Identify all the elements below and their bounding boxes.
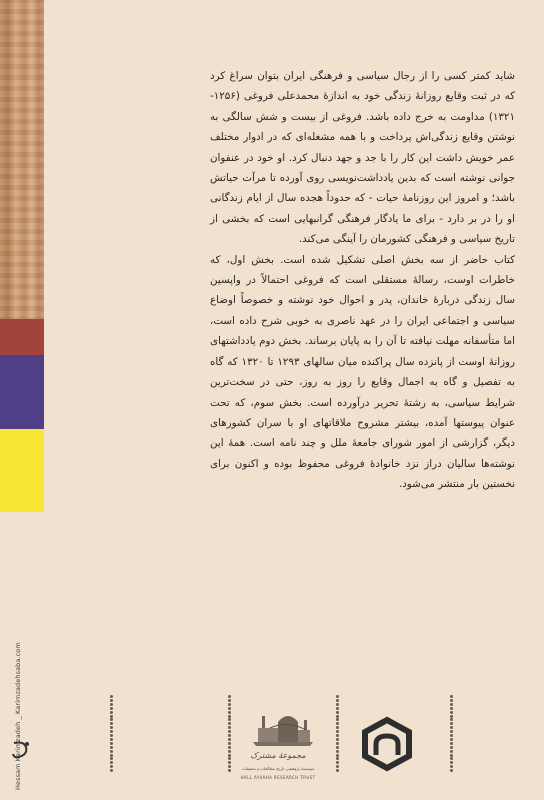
spine-yellow-band bbox=[0, 429, 44, 512]
divider-dot bbox=[228, 711, 231, 714]
divider-dot bbox=[336, 718, 339, 721]
spine-purple-band bbox=[0, 355, 44, 429]
paragraph-structure: کتاب حاضر از سه بخش اصلی تشکیل شده است. بخش اول، که خاطرات اوست، رسالهٔ مستقلی است که فروغی احتمالاً در واپسین سال زندگی دربارهٔ خاندان، پدر و احوال خود نوشته و خصوصاً اوضاع سیاسی و اجتماعی ایران را در عهد ناصری به خوبی شرح داده است، اما متأسفانه مهلت نیافته تا آن را به پایان برساند. بخش دوم یادداشتهای روزانهٔ اوست از پانزده سال پراکنده میان سالهای ۱۲۹۳ تا ۱۳۲۰ که گاه به تفصیل و گاه به اجمال وقایع را روز به روز، حتی در سخت‌ترین شرایط سیاسی، به رشتهٔ تحریر درآورده است. بخش سوم، که تحت عنوان پیوستها آمده، بیشتر مشروح ملاقاتهای او با سران کشورهای دیگر، گزارشی از امور شورای جامعهٔ ملل و چند نامه است. همهٔ این نوشته‌ها سالیان دراز نزد خانوادهٔ فروغی محفوظ بوده و اکنون برای نخستین بار منتشر می‌شود. bbox=[210, 253, 515, 491]
divider-dot bbox=[110, 715, 113, 718]
divider-dot bbox=[336, 761, 339, 764]
imprint-english: HALL AYVAHA RESEARCH TRUST bbox=[240, 775, 316, 780]
divider-dot bbox=[336, 722, 339, 725]
divider-dot bbox=[228, 695, 231, 698]
imprint-subtitle: موسسهٔ پژوهشی تاریخ مطالعات و تحقیقات bbox=[241, 766, 315, 771]
divider-dot bbox=[110, 711, 113, 714]
divider-dot bbox=[110, 707, 113, 710]
divider-dot bbox=[110, 765, 113, 768]
spine-strip bbox=[0, 0, 44, 800]
divider-dot bbox=[336, 754, 339, 757]
divider-dot bbox=[336, 703, 339, 706]
divider-dot bbox=[450, 750, 453, 753]
divider-dot bbox=[336, 746, 339, 749]
publisher-hexagon-icon bbox=[359, 716, 415, 772]
divider-dot bbox=[450, 734, 453, 737]
divider-dot bbox=[228, 734, 231, 737]
spine-red-band bbox=[0, 319, 44, 355]
divider-dot bbox=[110, 722, 113, 725]
divider-dot bbox=[450, 722, 453, 725]
divider-dot bbox=[450, 699, 453, 702]
divider-dot bbox=[450, 761, 453, 764]
divider-dot bbox=[110, 746, 113, 749]
mosque-illustration-icon bbox=[248, 702, 318, 750]
divider-dot bbox=[110, 738, 113, 741]
divider-dot bbox=[228, 718, 231, 721]
divider-dot bbox=[110, 730, 113, 733]
divider-dot bbox=[450, 742, 453, 745]
divider-dot bbox=[228, 722, 231, 725]
divider-dot bbox=[110, 761, 113, 764]
divider-dot bbox=[336, 765, 339, 768]
divider-dot bbox=[228, 738, 231, 741]
divider-dot bbox=[336, 699, 339, 702]
divider-dot bbox=[228, 742, 231, 745]
divider-dot bbox=[110, 750, 113, 753]
divider-dot bbox=[336, 769, 339, 772]
divider-dot bbox=[110, 703, 113, 706]
divider-dot bbox=[450, 754, 453, 757]
divider-dot bbox=[450, 746, 453, 749]
divider-dot bbox=[450, 765, 453, 768]
divider-dot bbox=[336, 715, 339, 718]
divider-dot bbox=[110, 718, 113, 721]
divider-dot bbox=[110, 726, 113, 729]
divider-dot bbox=[336, 757, 339, 760]
divider-dot bbox=[450, 711, 453, 714]
divider-dot bbox=[450, 718, 453, 721]
divider-dot bbox=[450, 695, 453, 698]
divider-dot bbox=[336, 695, 339, 698]
divider-dot bbox=[228, 715, 231, 718]
divider-dot bbox=[228, 726, 231, 729]
divider-dot bbox=[228, 699, 231, 702]
divider-dot bbox=[228, 703, 231, 706]
description-text bbox=[210, 66, 515, 495]
divider-dot bbox=[336, 750, 339, 753]
divider-dot bbox=[450, 707, 453, 710]
divider-dot bbox=[336, 707, 339, 710]
divider-dot bbox=[450, 730, 453, 733]
divider-dot bbox=[450, 715, 453, 718]
divider-dot bbox=[336, 726, 339, 729]
divider-dot bbox=[228, 707, 231, 710]
divider-dot bbox=[336, 734, 339, 737]
divider-dot bbox=[228, 730, 231, 733]
divider-dot bbox=[450, 703, 453, 706]
divider-dot bbox=[450, 726, 453, 729]
divider-dot bbox=[450, 757, 453, 760]
divider-dot bbox=[110, 769, 113, 772]
divider-dot bbox=[336, 711, 339, 714]
divider-dot bbox=[110, 695, 113, 698]
spine-vertical-text: Hessam Karimzadeh _ Karimzadehsaba.com bbox=[14, 642, 22, 790]
divider-dot bbox=[110, 734, 113, 737]
divider-dot bbox=[336, 738, 339, 741]
divider-dot bbox=[450, 738, 453, 741]
divider-dot bbox=[336, 742, 339, 745]
divider-dot bbox=[450, 769, 453, 772]
divider-dot bbox=[110, 699, 113, 702]
spine-wood-texture bbox=[0, 0, 44, 319]
publisher-mark-icon bbox=[6, 735, 36, 765]
divider-dot bbox=[110, 754, 113, 757]
divider-dot bbox=[110, 742, 113, 745]
divider-dot bbox=[110, 757, 113, 760]
paragraph-intro: شاید کمتر کسی را از رجال سیاسی و فرهنگی ایران بتوان سراغ کرد که در ثبت وقایع روزانهٔ زندگی خود به اندازهٔ محمدعلی فروغی (۱۲۵۶- ۱۳۲۱) مداومت به خرج داده باشد. فروغی از بیست و شش سالگی به نوشتن وقایع زندگی‌اش پرداخت و با همه مشغله‌ای که در ادوار مختلف عمر خویش داشت این کار را با جد و جهد دنبال کرد. او خود در عنفوان جوانی نوشته است که بدین یادداشت‌نویسی روی آورده تا مرآت حیاتش باشد؛ و امروز این روزنامهٔ حیات - که حدوداً هجده سال از ایام زندگانی او را در بر دارد - برای ما یادگار فرهنگی گرانبهایی است که بخشی از تاریخ سیاسی و فرهنگی کشورمان را آینگی می‌کند. bbox=[210, 70, 515, 246]
imprint-title: مجموعهٔ مشترک bbox=[250, 751, 306, 760]
divider-dot bbox=[336, 730, 339, 733]
divider-dot bbox=[228, 746, 231, 749]
